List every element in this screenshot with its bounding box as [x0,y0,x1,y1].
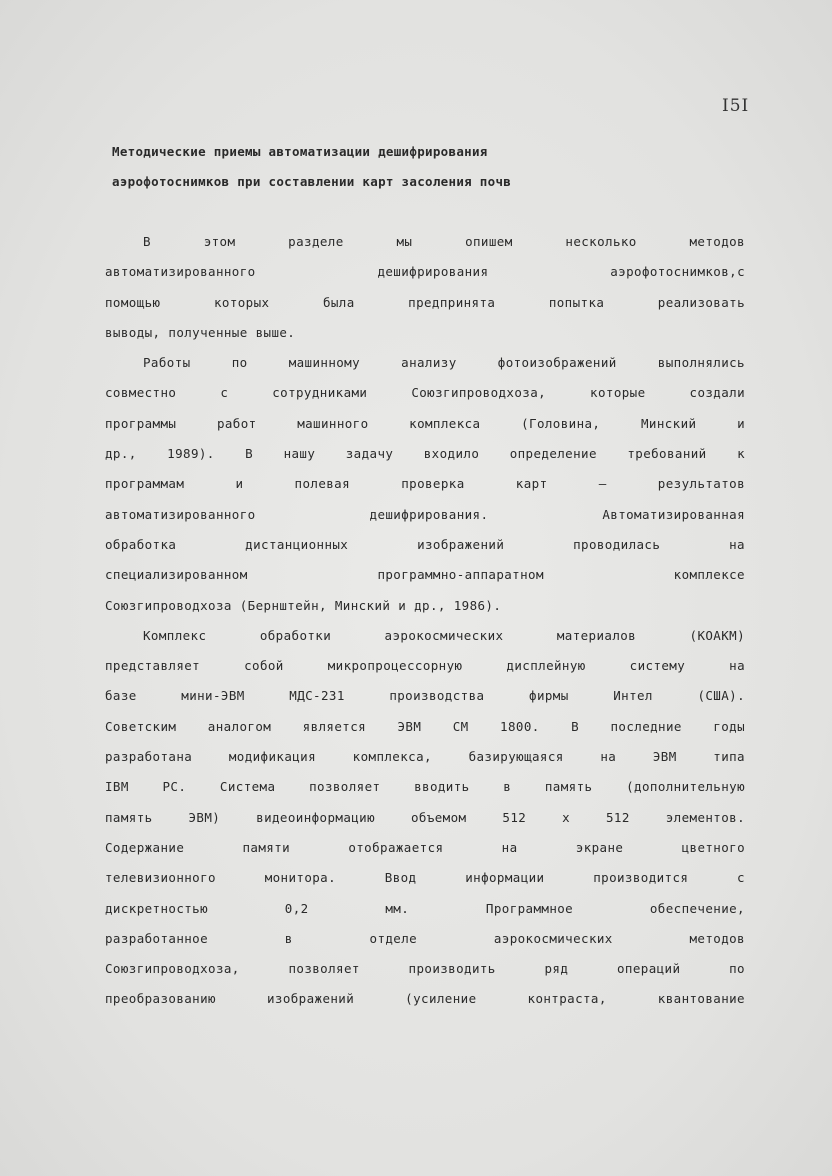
text-line: Союзгипроводхоза (Бернштейн, Минский и др., 1986). [105,597,502,613]
text-line: дискретностью 0,2 мм. Программное обеспечение, [105,900,745,916]
paragraph-3 [105,621,745,1015]
body-text [105,227,745,1015]
text-line: представляет собой микропроцессорную дисплейную систему на [105,658,745,674]
text-line: выводы, полученные выше. [105,324,296,340]
page-number: I5I [722,96,750,116]
text-line: Содержание памяти отображается на экране цветного [105,839,745,855]
text-line: В этом разделе мы опишем несколько методов [143,234,745,249]
text-line: разработана модификация комплекса, базирующаяся на ЭВМ типа [105,749,745,765]
text-line: Союзгипроводхоза, позволяет производить ряд операций по [105,961,745,977]
text-line: память ЭВМ) видеоинформацию объемом 512 х 512 элементов. [105,809,745,825]
text-line: Комплекс обработки аэрокосмических материалов (КОАКМ) [143,627,745,643]
section-title [112,137,672,197]
text-line: Работы по машинному анализу фотоизображений выполнялись [143,355,745,371]
text-line: Советским аналогом является ЭВМ СМ 1800. В последние годы [105,718,745,734]
text-line: автоматизированного дешифрирования аэрофотоснимков,с [105,264,745,280]
text-line: обработка дистанционных изображений проводилась на [105,536,745,552]
text-line: специализированном программно-аппаратном комплексе [105,567,745,583]
text-line: программам и полевая проверка карт – результатов [105,476,745,492]
text-line: автоматизированного дешифрирования. Автоматизированная [105,506,745,522]
text-line: телевизионного монитора. Ввод информации производится с [105,870,745,886]
text-line: базе мини-ЭВМ МДС-231 производства фирмы Интел (США). [105,688,745,704]
paragraph-1 [105,227,745,348]
text-line: программы работ машинного комплекса (Головина, Минский и [105,415,745,431]
title-line: Методические приемы автоматизации дешифрирования [112,144,488,159]
title-line: аэрофотоснимков при составлении карт засоления почв [112,174,512,189]
text-line: помощью которых была предпринята попытка реализовать [105,294,745,310]
text-line: совместно с сотрудниками Союзгипроводхоза, которые создали [105,385,745,401]
text-line: разработанное в отделе аэрокосмических методов [105,930,745,946]
text-line: IBM PC. Система позволяет вводить в память (дополнительную [105,779,745,795]
text-line: преобразованию изображений (усиление контраста, квантование [105,991,745,1007]
paragraph-2 [105,348,745,621]
text-line: др., 1989). В нашу задачу входило определение требований к [105,446,745,462]
